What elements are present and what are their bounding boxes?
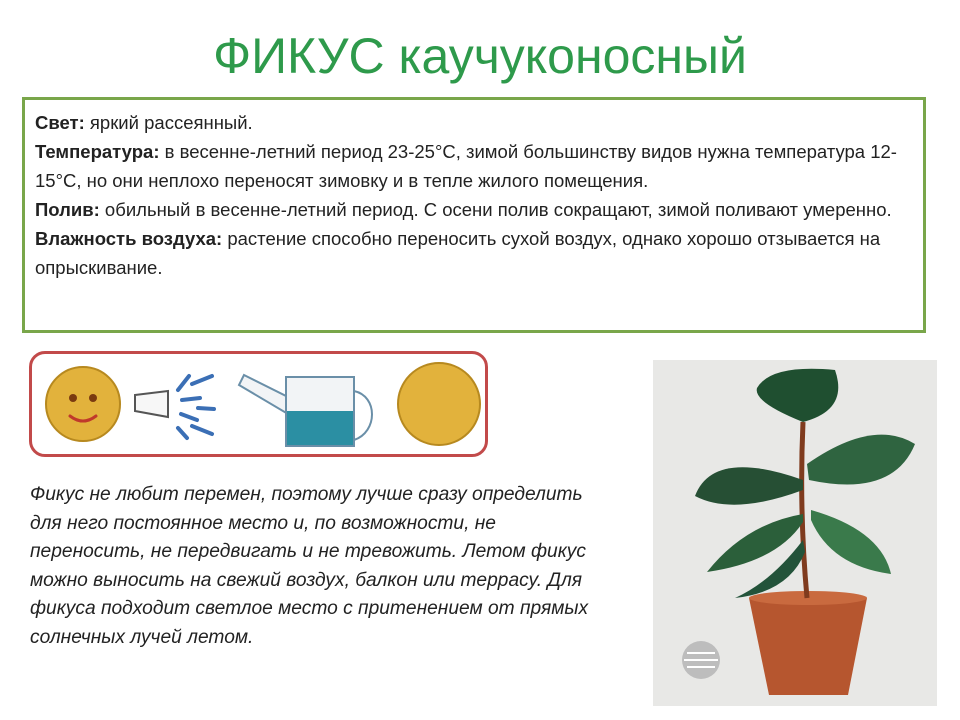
watering-can-icon xyxy=(239,375,372,446)
care-icons-panel xyxy=(29,351,488,457)
care-note: Фикус не любит перемен, поэтому лучше сразу определить для него постоянное место и, по возможности, не переносить, не передвигать и не тревожить. Летом фикус можно выносить на свежий воздух, балкон или террасу. Для фикуса подходит светлое место с притенением от прямых солнечных лучей летом. xyxy=(30,484,589,648)
flower-pot xyxy=(749,598,867,695)
temperature-info xyxy=(35,137,913,195)
ficus-photo xyxy=(653,360,937,706)
watering-info xyxy=(35,195,913,224)
slide-title: ФИКУС каучуконосный xyxy=(213,28,747,84)
watering-text: обильный в весенне-летний период. С осени полив сокращают, зимой поливают умеренно. xyxy=(99,199,892,220)
humidity-text: растение способно переносить сухой воздух, однако хорошо отзывается на опрыскивание. xyxy=(35,228,881,278)
light-text: яркий рассеянный. xyxy=(84,112,253,133)
care-icons-graphic xyxy=(32,354,485,454)
care-info-box xyxy=(22,97,926,333)
temperature-text: в весенне-летний период 23-25°С, зимой большинству видов нужна температура 12-15°С, но они неплохо переносят зимовку и в тепле жилого помещения. xyxy=(35,141,897,191)
light-label: Свет: xyxy=(35,112,85,133)
right-leaf xyxy=(807,435,915,485)
temperature-label: Температура: xyxy=(35,141,160,162)
humidity-label: Влажность воздуха: xyxy=(35,228,223,249)
lower-right-leaf xyxy=(811,510,891,574)
watering-label: Полив: xyxy=(35,199,100,220)
light-info xyxy=(35,108,913,137)
left-leaf xyxy=(695,467,803,504)
smiley-sun-icon xyxy=(46,367,120,441)
plant-stem xyxy=(802,422,807,598)
spray-icon xyxy=(135,376,214,438)
golden-circle-icon xyxy=(398,363,480,445)
humidity-info xyxy=(35,224,913,282)
top-leaf xyxy=(757,369,839,422)
ficus-plant-image xyxy=(653,360,937,706)
